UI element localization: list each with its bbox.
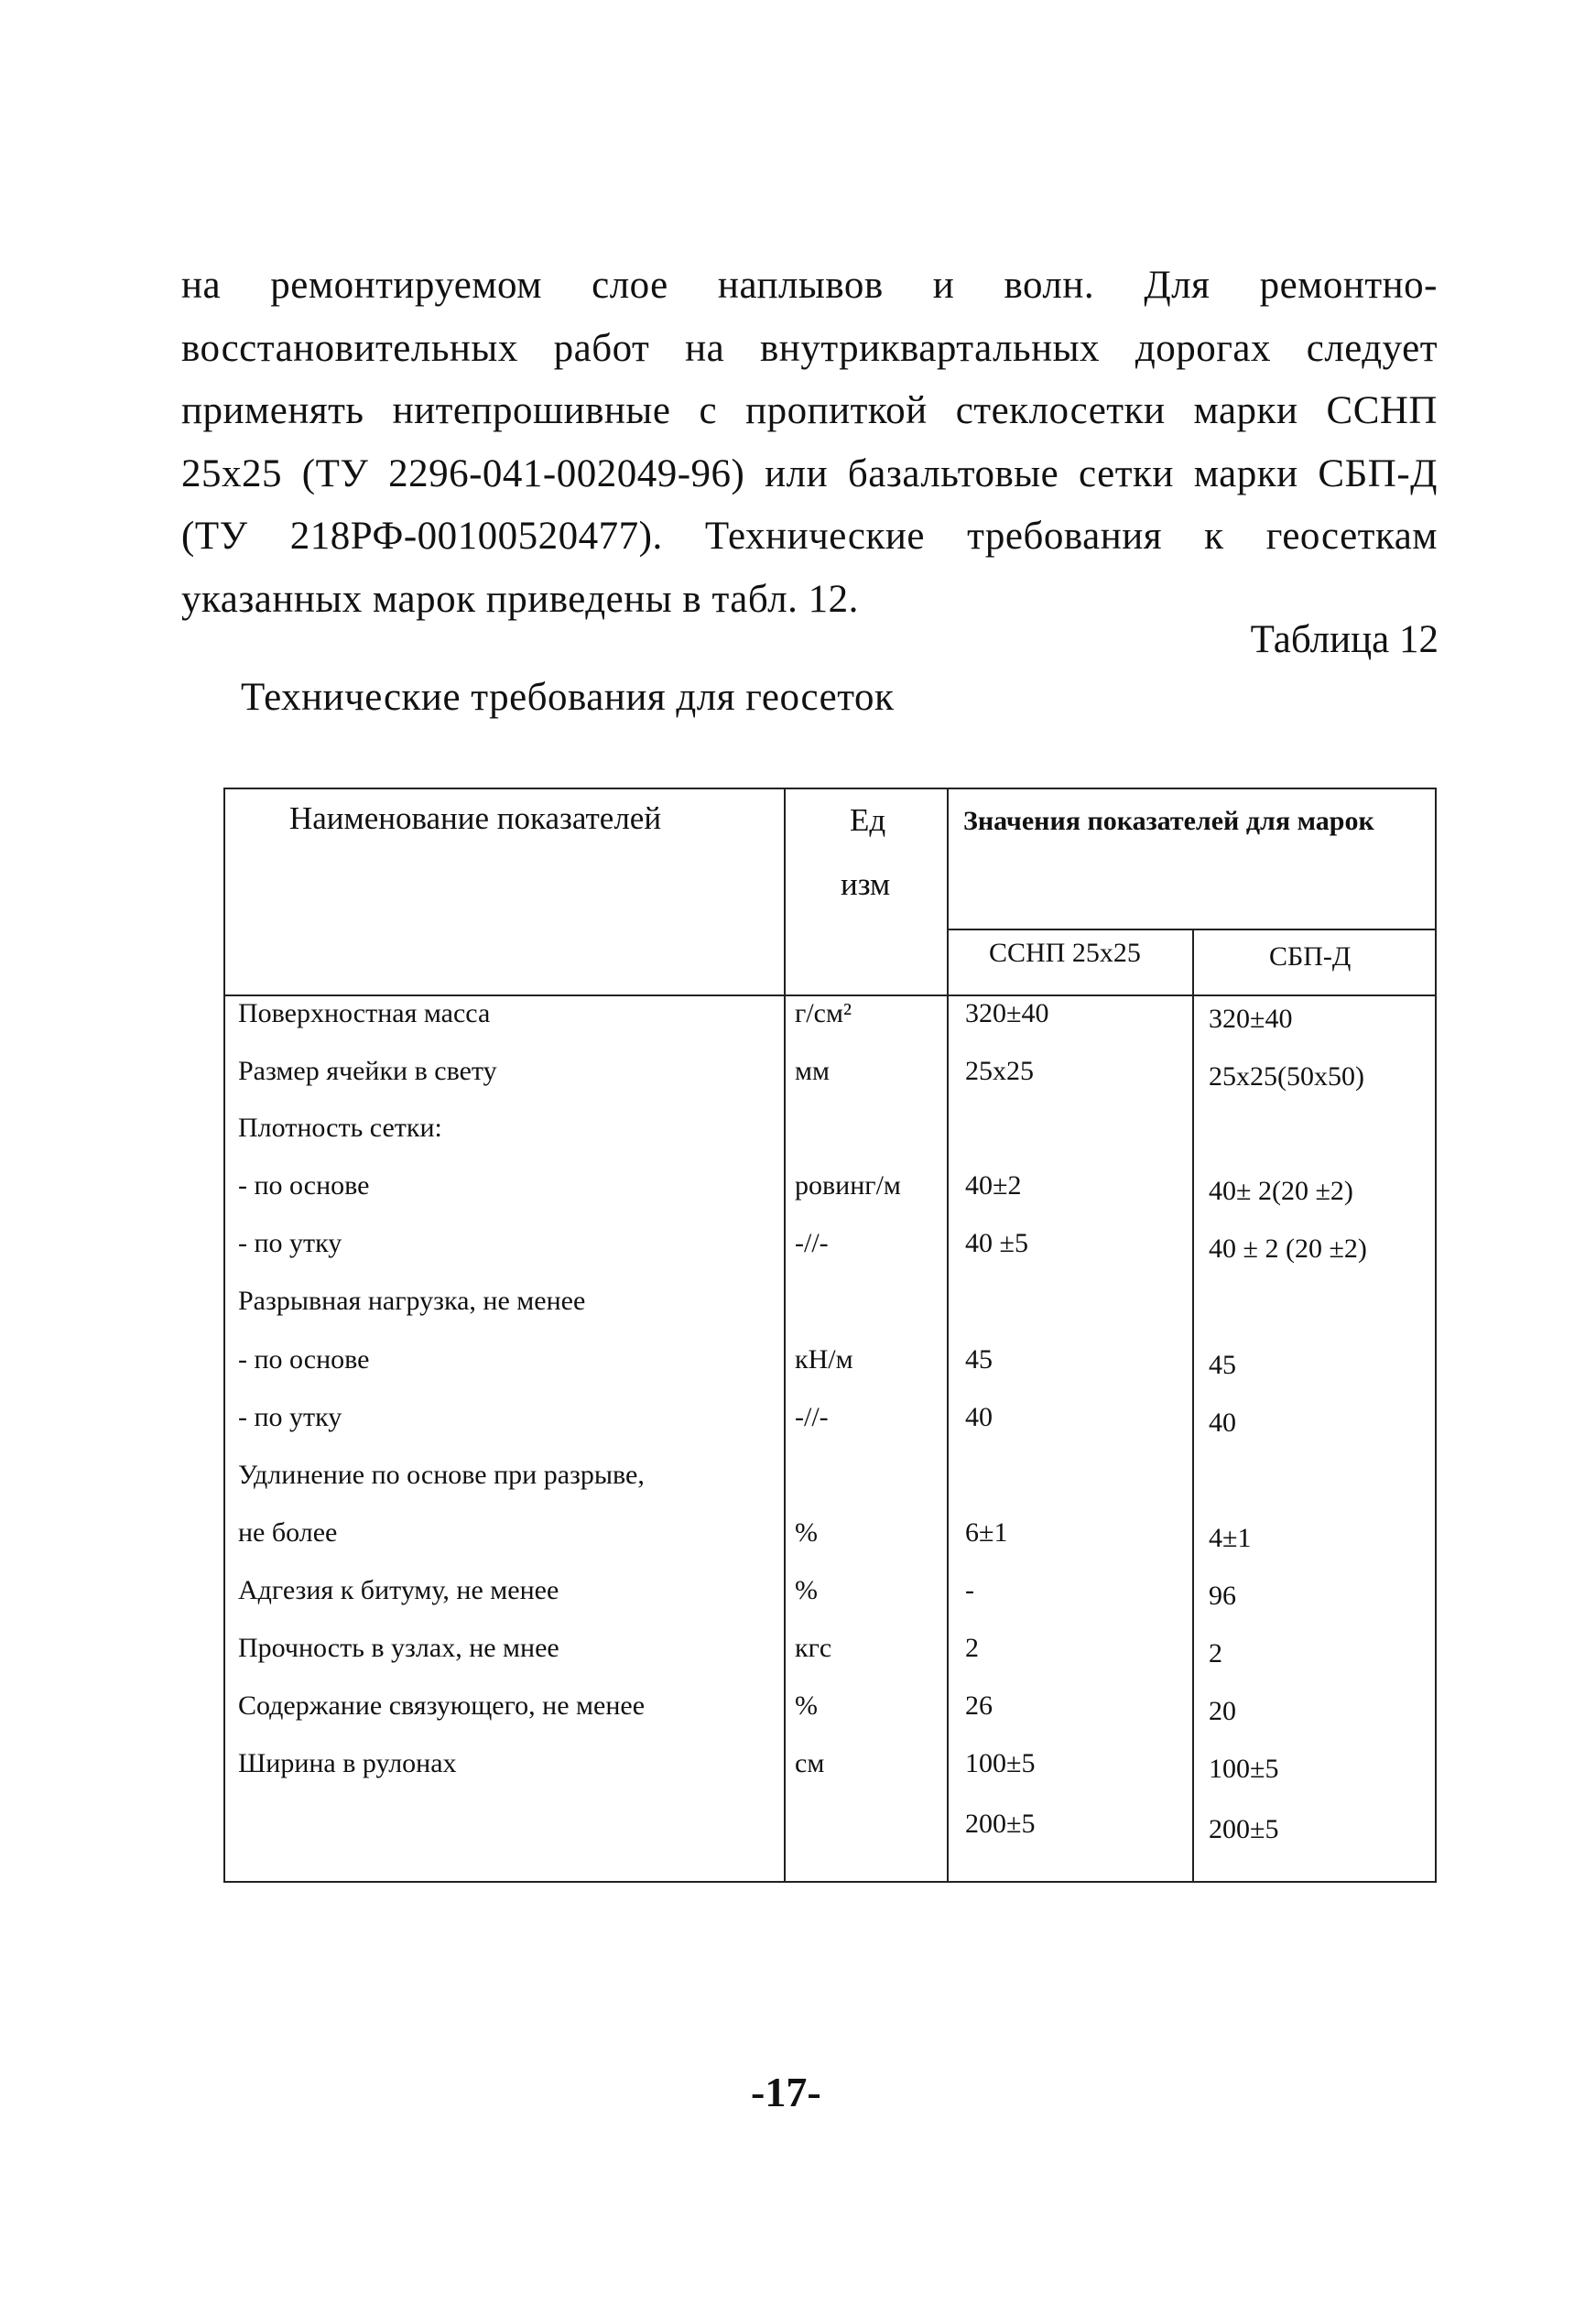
table-cell-v2: 200±5 bbox=[1209, 1814, 1279, 1844]
table-cell-v1: 320±40 bbox=[965, 998, 1049, 1028]
table-cell-name: - по основе bbox=[238, 1170, 370, 1201]
header-values: Значения показателей для марок bbox=[963, 806, 1374, 836]
column-divider bbox=[784, 789, 786, 1881]
table-cell-v2: 40 bbox=[1209, 1407, 1236, 1438]
table-cell-v2: 40 ± 2 (20 ±2) bbox=[1209, 1234, 1367, 1264]
table-cell-name: Ширина в рулонах bbox=[238, 1748, 457, 1778]
table-cell-v2: 20 bbox=[1209, 1696, 1236, 1726]
header-unit: Ед bbox=[850, 802, 886, 838]
table-cell-v1: 6±1 bbox=[965, 1517, 1008, 1548]
paragraph-line: применять нитепрошивные с пропиткой стеклосетки марки ССНП bbox=[181, 389, 1438, 432]
table-cell-name: Размер ячейки в свету bbox=[238, 1056, 497, 1086]
table-cell-unit: см bbox=[795, 1748, 825, 1778]
table-cell-v2: 320±40 bbox=[1209, 1004, 1293, 1034]
table-cell-v2: 40± 2(20 ±2) bbox=[1209, 1176, 1353, 1206]
table-title: Технические требования для геосеток bbox=[241, 676, 895, 719]
table-cell-name: Прочность в узлах, не мнее bbox=[238, 1633, 559, 1663]
column-divider bbox=[1192, 929, 1194, 1881]
table-cell-unit: % bbox=[795, 1575, 818, 1605]
table-cell-unit: % bbox=[795, 1517, 818, 1548]
table-cell-v1: 2 bbox=[965, 1633, 979, 1663]
header-divider bbox=[947, 929, 1435, 930]
table-cell-name: не более bbox=[238, 1517, 338, 1548]
table-cell-v1: 40 bbox=[965, 1402, 993, 1432]
table-cell-name: - по утку bbox=[238, 1228, 342, 1258]
table-cell-unit: кгс bbox=[795, 1633, 832, 1663]
header-bottom-rule bbox=[225, 994, 1435, 996]
table-cell-name: Удлинение по основе при разрыве, bbox=[238, 1460, 645, 1490]
table-cell-unit: г/см² bbox=[795, 998, 852, 1028]
table-cell-v1: 40±2 bbox=[965, 1170, 1022, 1201]
paragraph-line: на ремонтируемом слое наплывов и волн. Для ремонтно- bbox=[181, 264, 1438, 307]
table-cell-v2: 45 bbox=[1209, 1350, 1236, 1380]
table-cell-v2: 2 bbox=[1209, 1638, 1222, 1668]
table-cell-unit: мм bbox=[795, 1056, 830, 1086]
table-cell-v1: - bbox=[965, 1575, 974, 1605]
table-cell-v1: 26 bbox=[965, 1690, 993, 1721]
table-cell-unit: % bbox=[795, 1690, 818, 1721]
column-divider bbox=[947, 789, 949, 1881]
header-name: Наименование показателей bbox=[289, 800, 662, 836]
table-cell-name: Разрывная нагрузка, не менее bbox=[238, 1286, 586, 1316]
table-cell-v2: 96 bbox=[1209, 1581, 1236, 1611]
paragraph-line: указанных марок приведены в табл. 12. bbox=[181, 577, 859, 621]
table-cell-v2: 4±1 bbox=[1209, 1523, 1252, 1553]
paragraph-line: (ТУ 218РФ-00100520477). Технические требования к геосеткам bbox=[181, 515, 1438, 558]
header-brand-sbp: СБП-Д bbox=[1269, 941, 1352, 972]
table-cell-name: Содержание связующего, не менее bbox=[238, 1690, 646, 1721]
table-cell-unit: кН/м bbox=[795, 1344, 853, 1375]
body-paragraph bbox=[181, 255, 1438, 631]
table-cell-v1: 100±5 bbox=[965, 1748, 1036, 1778]
table-cell-v1: 25x25 bbox=[965, 1056, 1034, 1086]
table-cell-name: - по основе bbox=[238, 1344, 370, 1375]
table-cell-v2: 100±5 bbox=[1209, 1754, 1279, 1784]
table-cell-unit: -//- bbox=[795, 1402, 829, 1432]
paragraph-line: 25x25 (ТУ 2296-041-002049-96) или базальтовые сетки марки СБП-Д bbox=[181, 451, 1438, 495]
requirements-table bbox=[223, 788, 1437, 1883]
table-cell-name: Поверхностная масса bbox=[238, 998, 491, 1028]
paragraph-line: восстановительных работ на внутриквартальных дорогах следует bbox=[181, 326, 1438, 370]
table-cell-name: Плотность сетки: bbox=[238, 1113, 442, 1143]
table-cell-unit: ровинг/м bbox=[795, 1170, 901, 1201]
page-number: -17- bbox=[751, 2069, 821, 2115]
table-cell-v1: 40 ±5 bbox=[965, 1228, 1028, 1258]
table-cell-v1: 45 bbox=[965, 1344, 993, 1375]
header-unit: изм bbox=[841, 866, 891, 902]
header-brand-ssnp: ССНП 25x25 bbox=[989, 938, 1141, 968]
table-cell-v2: 25x25(50x50) bbox=[1209, 1061, 1364, 1092]
table-cell-unit: -//- bbox=[795, 1228, 829, 1258]
table-caption: Таблица 12 bbox=[1250, 618, 1439, 661]
table-cell-name: - по утку bbox=[238, 1402, 342, 1432]
table-cell-name: Адгезия к битуму, не менее bbox=[238, 1575, 559, 1605]
table-cell-v1: 200±5 bbox=[965, 1809, 1036, 1839]
